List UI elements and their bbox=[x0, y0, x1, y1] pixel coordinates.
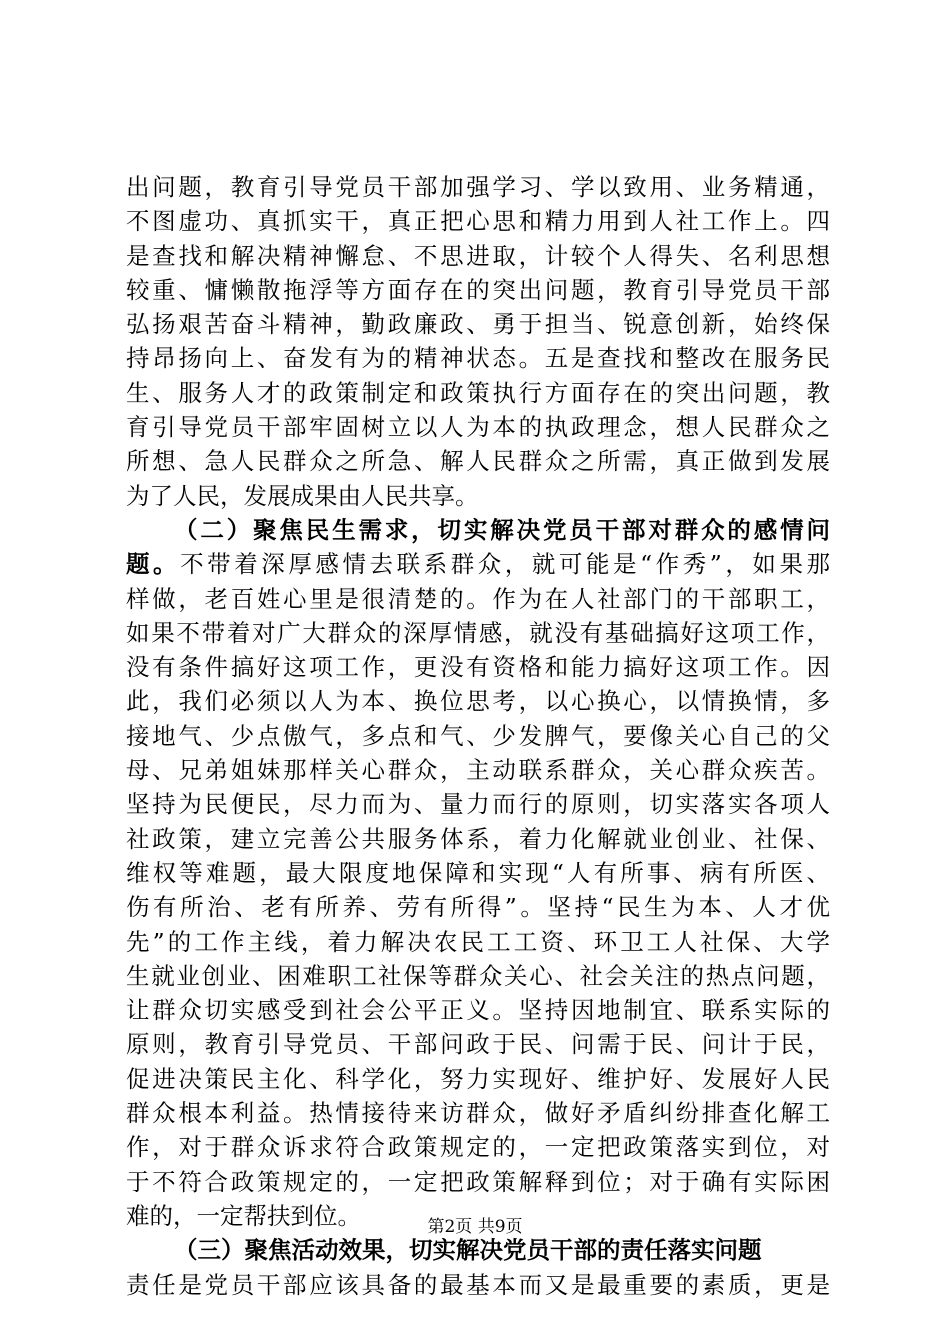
body-line: 持昂扬向上、奋发有为的精神状态。五是查找和整改在服务民 bbox=[126, 344, 830, 373]
body-line: 让群众切实感受到社会公平正义。坚持因地制宜、联系实际的 bbox=[126, 996, 830, 1025]
body-line: 接地气、少点傲气，多点和气、少发脾气，要像关心自己的父 bbox=[126, 721, 830, 750]
body-line: 没有条件搞好这项工作，更没有资格和能力搞好这项工作。因 bbox=[126, 653, 830, 682]
body-line: 先”的工作主线，着力解决农民工工资、环卫工人社保、大学 bbox=[126, 927, 830, 956]
body-line: 群众根本利益。热情接待来访群众，做好矛盾纠纷排查化解工 bbox=[126, 1099, 830, 1128]
section-heading: （三）聚焦活动效果，切实解决党员干部的责任落实问题 bbox=[174, 1236, 762, 1265]
body-line: 此，我们必须以人为本、换位思考，以心换心，以情换情，多 bbox=[126, 687, 830, 716]
body-line: 出问题，教育引导党员干部加强学习、学以致用、业务精通， bbox=[126, 173, 830, 201]
body-line: 较重、慵懒散拖浮等方面存在的突出问题，教育引导党员干部 bbox=[126, 275, 830, 304]
body-line: 弘扬艰苦奋斗精神，勤政廉政、勇于担当、锐意创新，始终保 bbox=[126, 310, 830, 339]
section-heading-end: 题。 bbox=[126, 550, 181, 579]
body-line bbox=[126, 547, 830, 581]
body-line: 是查找和解决精神懈怠、不思进取，计较个人得失、名利思想 bbox=[126, 241, 830, 270]
body-line: 坚持为民便民，尽力而为、量力而行的原则，切实落实各项人 bbox=[126, 790, 830, 819]
body-line: 生就业创业、困难职工社保等群众关心、社会关注的热点问题， bbox=[126, 961, 830, 990]
body-line: 伤有所治、老有所养、劳有所得”。坚持“民生为本、人才优 bbox=[126, 893, 830, 922]
body-line: 不图虚功、真抓实干，真正把心思和精力用到人社工作上。四 bbox=[126, 207, 830, 236]
body-line: 促进决策民主化、科学化，努力实现好、维护好、发展好人民 bbox=[126, 1064, 830, 1093]
body-line: 难的，一定帮扶到位。 bbox=[126, 1201, 361, 1230]
body-line: 生、服务人才的政策制定和政策执行方面存在的突出问题，教 bbox=[126, 378, 830, 407]
body-line: 样做，老百姓心里是很清楚的。作为在人社部门的干部职工， bbox=[126, 584, 830, 613]
body-line: 如果不带着对广大群众的深厚情感，就没有基础搞好这项工作， bbox=[126, 618, 830, 647]
body-text: 不带着深厚感情去联系群众，就可能是“作秀”，如果那 bbox=[180, 550, 831, 579]
body-line: 作，对于群众诉求符合政策规定的，一定把政策落实到位，对 bbox=[126, 1133, 830, 1162]
body-line: 维权等难题，最大限度地保障和实现“人有所事、病有所医、 bbox=[126, 858, 830, 887]
section-heading: （二）聚焦民生需求，切实解决党员干部对群众的感情问 bbox=[174, 515, 830, 544]
body-line: 育引导党员干部牢固树立以人为本的执政理念，想人民群众之 bbox=[126, 413, 830, 442]
body-line: 所想、急人民群众之所急、解人民群众之所需，真正做到发展 bbox=[126, 447, 830, 476]
body-line: 责任是党员干部应该具备的最基本而又是最重要的素质，更是 bbox=[126, 1270, 830, 1299]
body-line: 母、兄弟姐妹那样关心群众，主动联系群众，关心群众疾苦。 bbox=[126, 756, 830, 785]
body-line: 社政策，建立完善公共服务体系，着力化解就业创业、社保、 bbox=[126, 824, 830, 853]
body-line: 为了人民，发展成果由人民共享。 bbox=[126, 481, 479, 510]
body-line: 原则，教育引导党员、干部问政于民、问需于民、问计于民， bbox=[126, 1030, 830, 1059]
document-body bbox=[126, 170, 830, 1302]
body-line: 于不符合政策规定的，一定把政策解释到位；对于确有实际困 bbox=[126, 1167, 830, 1196]
page-footer: 第2页 共9页 bbox=[427, 1217, 523, 1237]
